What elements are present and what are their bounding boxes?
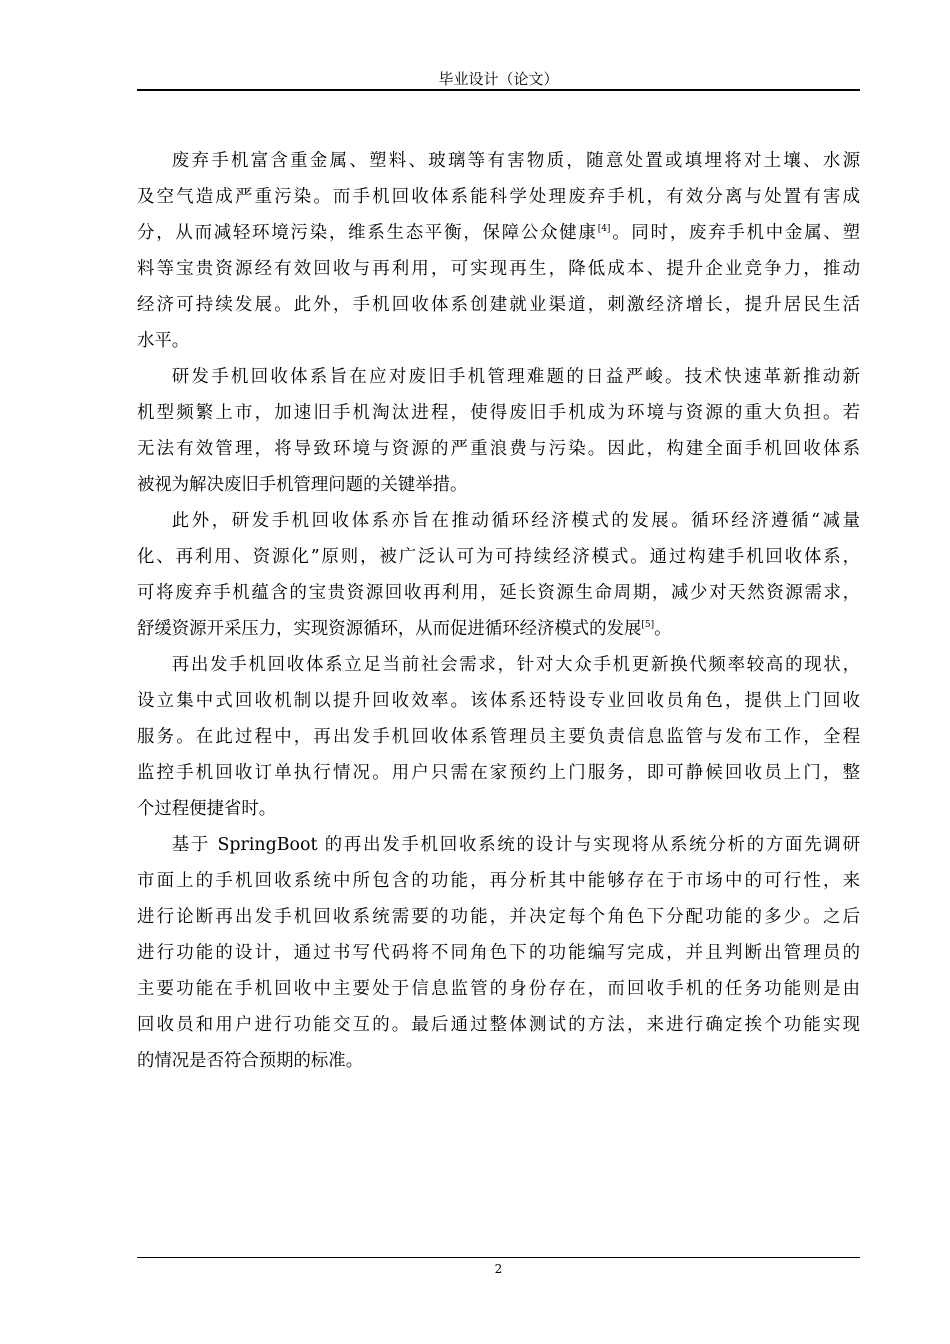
body-text [137, 143, 860, 1079]
paragraph-line: 个过程便捷省时。 [137, 799, 277, 819]
paragraph-line: 及空气造成严重污染。而手机回收体系能科学处理废弃手机，有效分离与处置有害成 [137, 187, 860, 207]
paragraph-line: 被视为解决废旧手机管理问题的关键举措。 [137, 475, 468, 495]
paragraph-line-part: 舒缓资源开采压力，实现资源循环，从而促进循环经济模式的发展 [137, 619, 642, 639]
paragraph-line: 废弃手机富含重金属、塑料、玻璃等有害物质，随意处置或填埋将对土壤、水源 [171, 151, 860, 171]
header-rule [137, 89, 860, 91]
paragraph-line: 研发手机回收体系旨在应对废旧手机管理难题的日益严峻。技术快速革新推动新 [171, 367, 860, 387]
paragraph-2 [137, 359, 860, 503]
paragraph-1 [137, 143, 860, 359]
citation-5: [5] [641, 620, 655, 630]
paragraph-line-part: 分，从而减轻环境污染，维系生态平衡，保障公众健康 [137, 223, 598, 243]
footer-rule [137, 1257, 860, 1258]
paragraph-line: 料等宝贵资源经有效回收与再利用，可实现再生，降低成本、提升企业竞争力，推动 [137, 259, 860, 279]
paragraph-line: 水平。 [137, 331, 190, 351]
paragraph-3 [137, 503, 860, 647]
paragraph-5 [137, 827, 860, 1079]
page-number: 2 [494, 1262, 503, 1276]
paragraph-line: 进行功能的设计，通过书写代码将不同角色下的功能编写完成，并且判断出管理员的 [137, 943, 860, 963]
page-header-title: 毕业设计（论文） [438, 70, 559, 88]
paragraph-line-with-citation [137, 611, 860, 647]
paragraph-line: 无法有效管理，将导致环境与资源的严重浪费与污染。因此，构建全面手机回收体系 [137, 439, 860, 459]
paragraph-line: 经济可持续发展。此外，手机回收体系创建就业渠道，刺激经济增长，提升居民生活 [137, 295, 860, 315]
citation-4: [4] [597, 224, 611, 234]
paragraph-line-with-citation [137, 215, 860, 251]
paragraph-line: 机型频繁上市，加速旧手机淘汰进程，使得废旧手机成为环境与资源的重大负担。若 [137, 403, 860, 423]
paragraph-line: 再出发手机回收体系立足当前社会需求，针对大众手机更新换代频率较高的现状， [171, 655, 860, 675]
paragraph-line: 服务。在此过程中，再出发手机回收体系管理员主要负责信息监管与发布工作，全程 [137, 727, 860, 747]
paragraph-line: 进行论断再出发手机回收系统需要的功能，并决定每个角色下分配功能的多少。之后 [137, 907, 860, 927]
paragraph-line: 化、再利用、资源化”原则，被广泛认可为可持续经济模式。通过构建手机回收体系， [137, 547, 860, 567]
paragraph-line: 的情况是否符合预期的标准。 [137, 1051, 364, 1071]
paragraph-line-part: 。 [654, 619, 672, 639]
paragraph-line: 监控手机回收订单执行情况。用户只需在家预约上门服务，即可静候回收员上门，整 [137, 763, 860, 783]
paragraph-line: 基于 SpringBoot 的再出发手机回收系统的设计与实现将从系统分析的方面先调研 [171, 835, 860, 855]
paragraph-line-part: 。同时，废弃手机中金属、塑 [610, 223, 860, 243]
paragraph-line: 回收员和用户进行功能交互的。最后通过整体测试的方法，来进行确定挨个功能实现 [137, 1015, 860, 1035]
paragraph-line: 主要功能在手机回收中主要处于信息监管的身份存在，而回收手机的任务功能则是由 [137, 979, 860, 999]
paragraph-line: 设立集中式回收机制以提升回收效率。该体系还特设专业回收员角色，提供上门回收 [137, 691, 860, 711]
paragraph-4 [137, 647, 860, 827]
paragraph-line: 此外，研发手机回收体系亦旨在推动循环经济模式的发展。循环经济遵循“减量 [171, 511, 860, 531]
paragraph-line: 可将废弃手机蕴含的宝贵资源回收再利用，延长资源生命周期，减少对天然资源需求， [137, 583, 860, 603]
paragraph-line: 市面上的手机回收系统中所包含的功能，再分析其中能够存在于市场中的可行性，来 [137, 871, 860, 891]
